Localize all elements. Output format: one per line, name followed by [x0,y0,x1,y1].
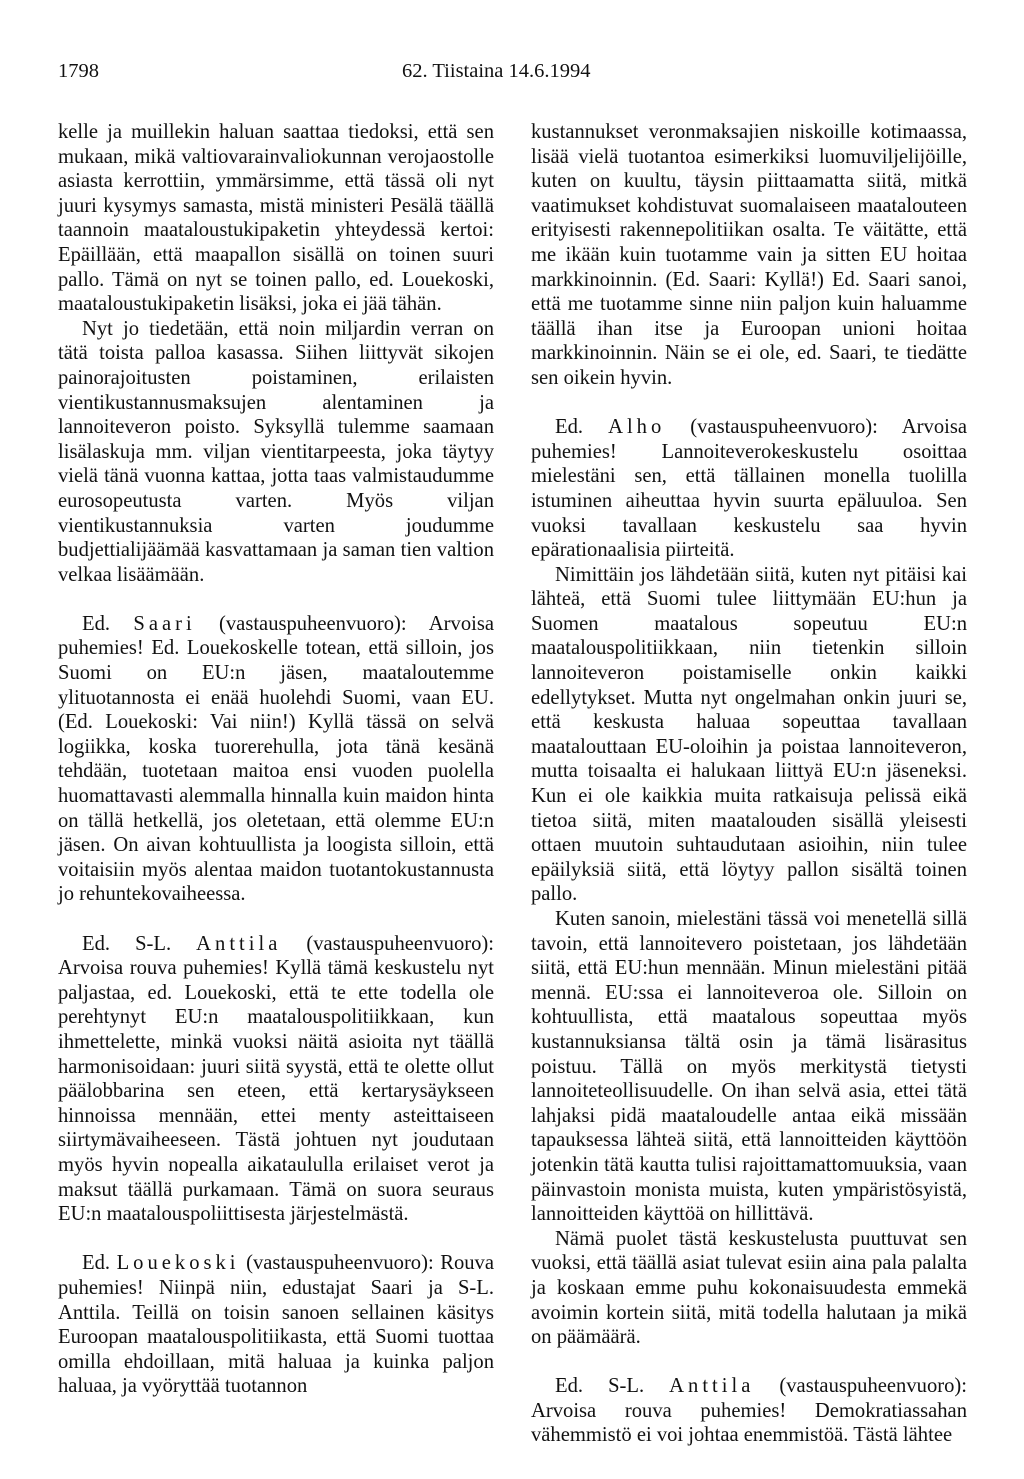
session-date: 62. Tiistaina 14.6.1994 [402,60,591,82]
speech-anttila [531,1374,967,1448]
speaker-name: Louekoski [116,1252,240,1275]
page-number: 1798 [58,60,99,82]
paragraph-continuation [531,120,967,391]
speaker-prefix: Ed. S-L. [82,932,197,955]
speaker-prefix: Ed. S-L. [555,1375,670,1398]
paragraph [58,317,494,588]
paragraph-text: Nimittäin jos lähdetään siitä, kuten nyt pitäisi kai lähteä, että Suomi tulee liittymään EU:hun ja Suomen maatalous sopeutuu EU:n maatalouspolitiikkaan, niin tietenkin silloin lannoiteveron poistamiselle onkin kaikki edellytykset. Mutta nyt ongelmahan onkin juuri se, että keskusta haluaa sopeuttaa tavallaan maatalouttaan EU-oloihin ja poistaa lannoiteveron, mutta toisaalta ei halukaan liittyä EU:n jäseneksi. Kun ei ole kaikkia muita ratkaisuja pelissä eikä tietoa siitä, miten maatalouden sisällä yleisesti ottaen muutoin suhtaudutaan asioihin, niin tulee epäilyksiä siitä, että löytyy pallon sisältä toinen pallo. [531,563,967,906]
speaker-name: Anttila [196,932,282,955]
speech-text: (vastauspuheenvuoro): Arvoisa puhemies! Lannoiteverokeskustelu osoittaa mielestäni sen, että tällainen monella tuolilla istuminen aiheuttaa hyvin suurta epäluuloa. Sen vuoksi tavallaan keskustelu saa hyvin epärationaalisia piirteitä. [531,416,967,562]
paragraph [531,563,967,907]
speech-saari [58,612,494,907]
speech-text: (vastauspuheenvuoro): Arvoisa puhemies! Ed. Louekoskelle totean, että silloin, jos Suomi on EU:n jäsen, maataloutemme ylituotannosta ei enää huolehdi Suomi, vaan EU. (Ed. Louekoski: Vai niin!) Kyllä tässä on selvä logiikka, koska tuorerehulla, jota tänä kesänä tehdään, tuotetaan maitoa ensi vuoden puolella huomattavasti alemmalla hinnalla kuin maidon hinta on tällä hetkellä, jos oletetaan, että olemme EU:n jäsen. On aivan kohtuullista ja loogista silloin, että voitaisiin myös alentaa maidon tuotantokustannusta jo rehuntekovaiheessa. [58,612,494,906]
speaker-prefix: Ed. [82,612,134,635]
right-column [531,120,967,1448]
paragraph-text: Kuten sanoin, mielestäni tässä voi menetellä sillä tavoin, että lannoitevero poistetaan, jos lähdetään siitä, että EU:hun mennään. Minun mielestäni pitää mennä. EU:ssa ei lannoiteveroa ole. Silloin on kohtuullista, että maatalous sopeuttaa myös kustannuksiansa tältä osin ja tämä lisärasitus poistuu. Tällä on myös merkitystä tietysti lannoiteteollisuudelle. On ihan selvä asia, ettei tätä lahjaksi pidä maataloudelle antaa eikä missään tapauksessa lähteä siitä, että lannoitteiden käyttöön jotenkin tätä kautta tulisi rajoittamattomuuksia, vaan päinvastoin monista muista, kuten ympäristösyistä, lannoitteiden käyttöä on hillittävä. [531,908,967,1226]
left-column [58,120,494,1399]
speech-text: (vastauspuheenvuoro): Arvoisa rouva puhemies! Demokratiassahan vähemmistö ei voi johtaa enemmistöä. Tästä lähtee [531,1375,967,1447]
page-header [58,60,970,90]
speech-text: (vastauspuheenvuoro): Rouva puhemies! Niinpä niin, edustajat Saari ja S-L. Anttila. Teillä on toisin sanoen sellainen käsitys Euroopan maatalouspolitiikasta, että Suomi tuottaa omilla ehdoillaan, mitä haluaa ja kuinka paljon haluaa, ja vyöryttää tuotannon [58,1252,494,1398]
paragraph-text: kelle ja muillekin haluan saattaa tiedoksi, että sen mukaan, mikä valtiovarainvaliokunnan verojaostolle asiasta kerrottiin, ymmärsimme, että tässä oli nyt juuri kysymys samasta, mistä ministeri Pesälä täällä taannoin maataloustukipaketin yhteydessä kertoi: Epäillään, että maapallon sisällä on toinen suuri pallo. Tämä on nyt se toinen pallo, ed. Louekoski, maataloustukipaketin lisäksi, joka ei jää tähän. [58,121,494,316]
speaker-prefix: Ed. [555,416,609,439]
speech-alho [531,415,967,563]
paragraph-text: Nämä puolet tästä keskustelusta puuttuvat sen vuoksi, että täällä asiat tulevat esiin aina pala palalta ja koskaan emme puhu kokonaisuudesta emmekä avoimin kortein siitä, mitä todella halutaan ja mikä on päämäärä. [531,1227,967,1349]
speaker-name: Saari [133,612,196,635]
paragraph-text: kustannukset veronmaksajien niskoille kotimaassa, lisää vielä tuotantoa esimerkiksi luomuviljelijöille, kuten on kuultu, täysin piittaamatta siitä, mitkä vaatimukset kohdistuvat suomalaiseen maatalouteen erityisesti rakennepolitiikan osalta. Te väitätte, että me ikään kuin tuotamme vain ja sitten EU hoitaa markkinoinnin. (Ed. Saari: Kyllä!) Ed. Saari sanoi, että me tuotamme sinne niin paljon kuin haluamme täällä ihan itse ja Euroopan unioni hoitaa markkinoinnin. Näin se ei ole, ed. Saari, te tiedätte sen oikein hyvin. [531,121,967,389]
paragraph-continuation [58,120,494,317]
speech-anttila [58,932,494,1227]
paragraph [531,907,967,1227]
speaker-prefix: Ed. [82,1252,117,1275]
speech-louekoski [58,1251,494,1399]
paragraph [531,1227,967,1350]
speaker-name: Alho [608,416,666,439]
paragraph-text: Nyt jo tiedetään, että noin miljardin verran on tätä toista palloa kasassa. Siihen liittyvät sikojen painorajoitusten poistaminen, erilaisten vientikustannusmaksujen alentaminen ja lannoiteveron poisto. Syksyllä tulemme saamaan lisälaskuja mm. viljan vientitarpeesta, joka täytyy vielä tänä vuonna kattaa, jotta taas valmistaudumme eurosopeutusta varten. Myös viljan vientikustannuksia varten joudumme budjettialijäämää kasvattamaan ja saman tien valtion velkaa lisäämään. [58,317,494,586]
speech-text: (vastauspuheenvuoro): Arvoisa rouva puhemies! Kyllä tämä keskustelu nyt paljastaa, ed. Louekoski, että te ette todella ole perehtynyt EU:n maatalouspolitiikkaan, kun ihmettelette, minkä vuoksi näitä asioita nyt täällä harmonisoidaan: juuri siitä syystä, että te olette ollut päälobbarina sen eteen, että kertarysäykseen hinnoissa mennään, ettei menty asteittaiseen siirtymävaiheeseen. Tästä johtuen nyt joudutaan myös hyvin nopealla aikataululla erilaiset verot ja maksut täällä purkamaan. Tämä on suora seuraus EU:n maatalouspoliittisesta järjestelmästä. [58,932,494,1226]
speaker-name: Anttila [669,1375,755,1398]
